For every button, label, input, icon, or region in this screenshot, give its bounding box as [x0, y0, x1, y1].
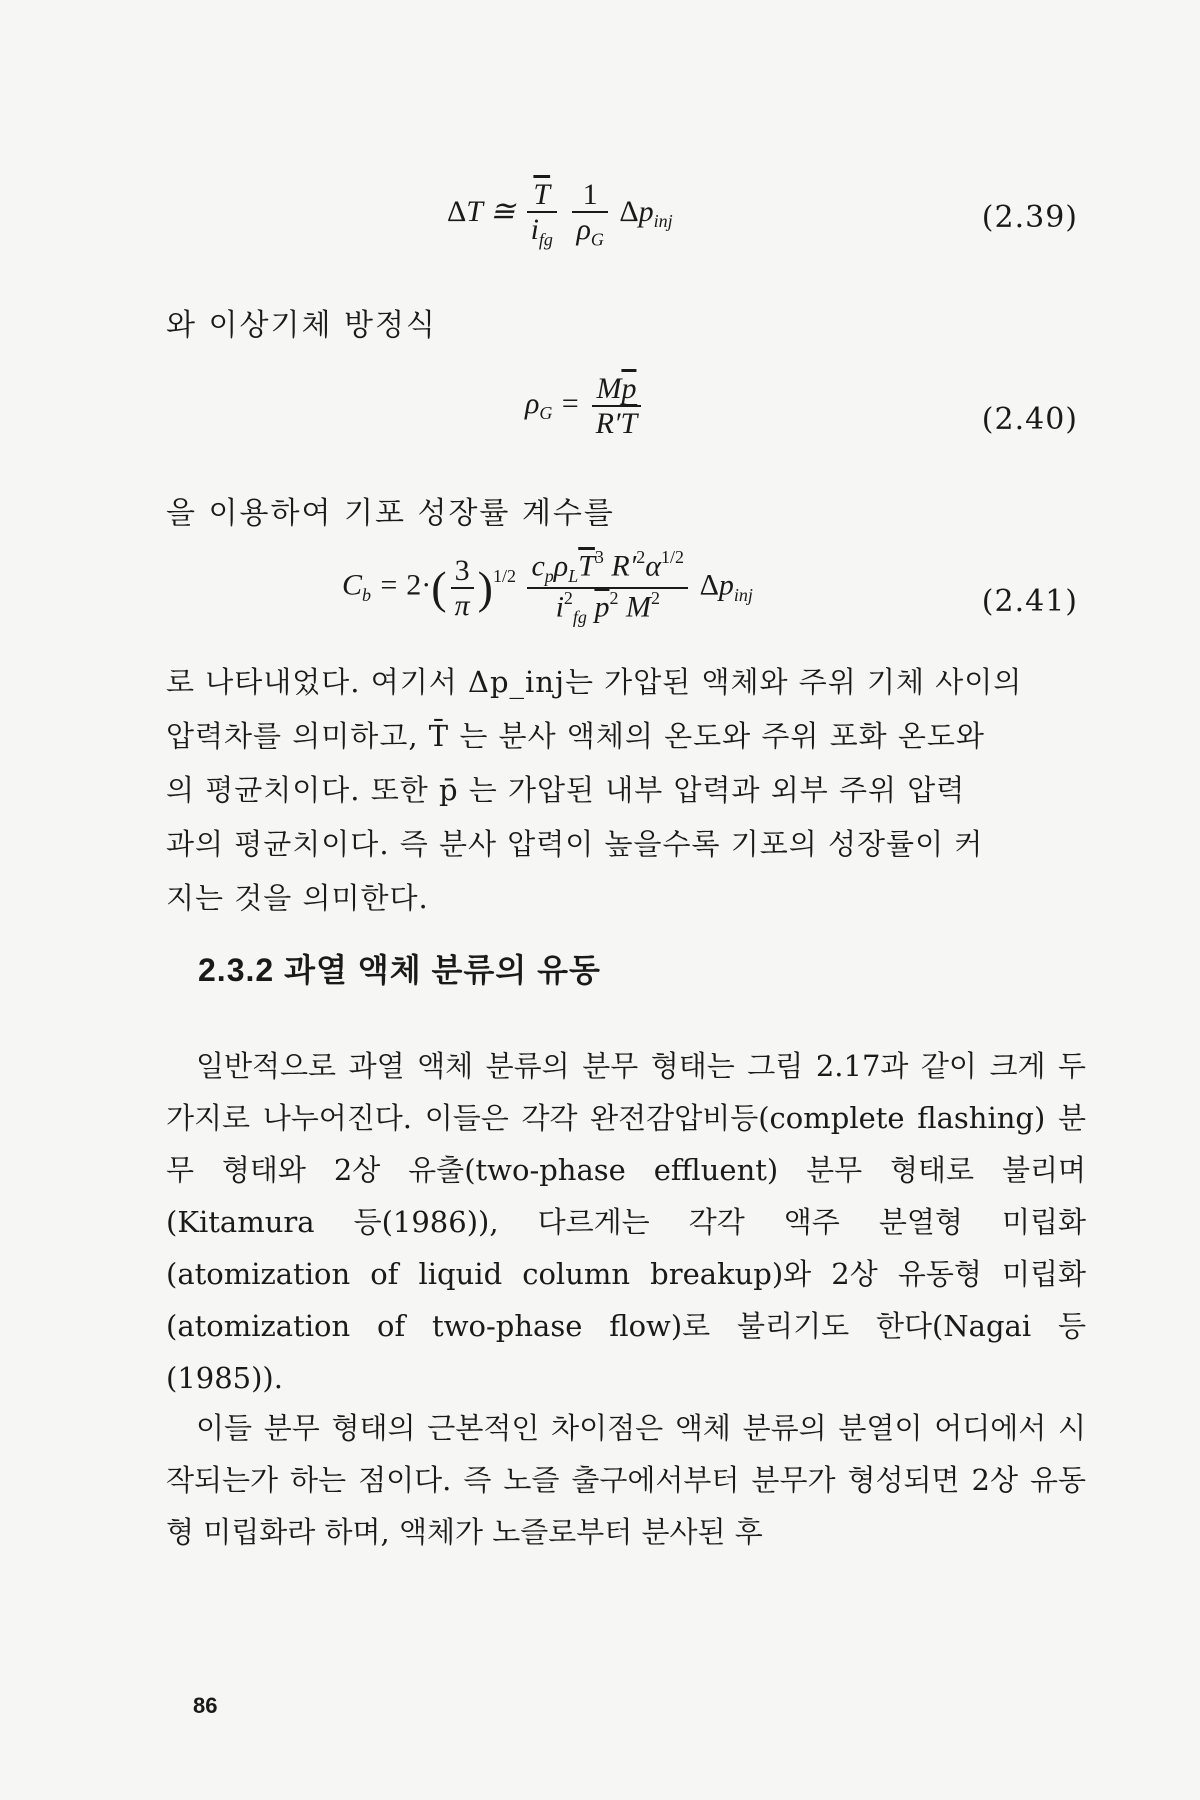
equation-2-39-formula: ΔT ≅ $\frac{\overline{T}}{i_{fg}}$ $\frac{1}{\rho_G}$ $\Delta p_{inj}$: [447, 178, 673, 250]
text-line: 지는 것을 의미한다.: [166, 881, 429, 915]
page-number: 86: [193, 1693, 218, 1718]
text-line: 로 나타내었다. 여기서 Δp_inj는 가압된 액체와 주위 기체 사이의: [166, 665, 1023, 699]
text-line: 을 이용하여 기포 성장률 계수를: [166, 496, 615, 531]
text-line: 의 평균치이다. 또한 p̄ 는 가압된 내부 압력과 외부 주위 압력: [166, 773, 966, 807]
equation-2-40: [0, 372, 1200, 452]
equation-2-39: [0, 178, 1200, 258]
paragraph-2: [166, 1040, 1086, 1404]
paragraph-3: [166, 1402, 1086, 1558]
equation-2-40-formula: $\rho_G$ = $\frac{M\overline{p}}{R'\overline{T}}$: [525, 372, 645, 440]
text-line: 와 이상기체 방정식: [166, 308, 437, 343]
text-line: 과의 평균치이다. 즉 분사 압력이 높을수록 기포의 성장률이 커: [166, 827, 984, 861]
equation-number: (2.41): [981, 584, 1078, 619]
section-heading: 2.3.2 과열 액체 분류의 유동: [198, 952, 601, 988]
text-line: 압력차를 의미하고, T̄ 는 분사 액체의 온도와 주위 포화 온도와: [166, 719, 985, 753]
equation-number: (2.40): [981, 402, 1078, 437]
equation-2-41-formula: $C_b = 2\cdot$( $\frac{3}{\pi}$ )$^{1/2}$ $\frac{c_p\rho_L\overline{T}^3 R'^2\alpha^{1/2}}{i^2_{fg} \overline{p}^2 M^2}$ $\Delta p_{inj}$: [342, 547, 753, 627]
paragraph-text: 이들 분무 형태의 근본적인 차이점은 액체 분류의 분열이 어디에서 시작되는가 하는 점이다. 즉 노즐 출구에서부터 분무가 형성되면 2상 유동형 미립화라 하며, 액체가 노즐로부터 분사된 후: [166, 1411, 1086, 1549]
paragraph-text: 일반적으로 과열 액체 분류의 분무 형태는 그림 2.17과 같이 크게 두 가지로 나누어진다. 이들은 각각 완전감압비등(complete flashing) 분무 형태와 2상 유출(two-phase effluent) 분무 형태로 불리며(Kitamura 등(1986)), 다르게는 각각 액주 분열형 미립화 (atomization of liquid column breakup)와 2상 유동형 미립화 (atomization of two-phase flow)로 불리기도 한다(Nagai 등 (1985)).: [166, 1049, 1086, 1395]
equation-number: (2.39): [981, 200, 1078, 235]
paragraph-1: [166, 655, 1086, 925]
equation-2-41: [0, 548, 1200, 638]
